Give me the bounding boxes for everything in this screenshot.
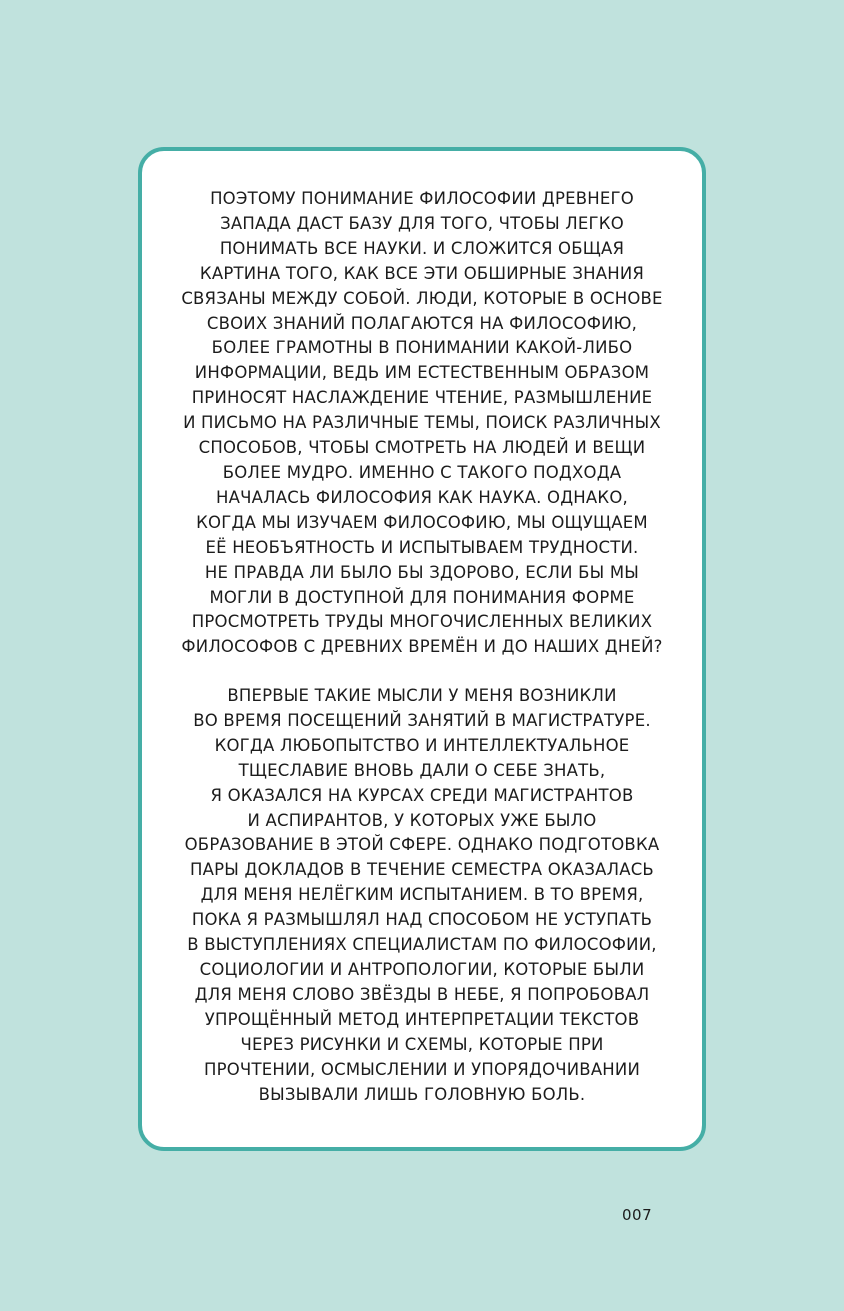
- page-number: 007: [622, 1206, 653, 1224]
- text-card: [138, 147, 706, 1151]
- paragraph-2: ВПЕРВЫЕ ТАКИЕ МЫСЛИ У МЕНЯ ВОЗНИКЛИ ВО ВРЕМЯ ПОСЕЩЕНИЙ ЗАНЯТИЙ В МАГИСТРАТУРЕ. КОГДА ЛЮБОПЫТСТВО И ИНТЕЛЛЕКТУАЛЬНОЕ ТЩЕСЛАВИЕ ВНОВЬ ДАЛИ О СЕБЕ ЗНАТЬ, Я ОКАЗАЛСЯ НА КУРСАХ СРЕДИ МАГИСТРАНТОВ И АСПИРАНТОВ, У КОТОРЫХ УЖЕ БЫЛО ОБРАЗОВАНИЕ В ЭТОЙ СФЕРЕ. ОДНАКО ПОДГОТОВКА ПАРЫ ДОКЛАДОВ В ТЕЧЕНИЕ СЕМЕСТРА ОКАЗАЛАСЬ ДЛЯ МЕНЯ НЕЛЁГКИМ ИСПЫТАНИЕМ. В ТО ВРЕМЯ, ПОКА Я РАЗМЫШЛЯЛ НАД СПОСОБОМ НЕ УСТУПАТЬ В ВЫСТУПЛЕНИЯХ СПЕЦИАЛИСТАМ ПО ФИЛОСОФИИ, СОЦИОЛОГИИ И АНТРОПОЛОГИИ, КОТОРЫЕ БЫЛИ ДЛЯ МЕНЯ СЛОВО ЗВЁЗДЫ В НЕБЕ, Я ПОПРОБОВАЛ УПРОЩЁННЫЙ МЕТОД ИНТЕРПРЕТАЦИИ ТЕКСТОВ ЧЕРЕЗ РИСУНКИ И СХЕМЫ, КОТОРЫЕ ПРИ ПРОЧТЕНИИ, ОСМЫСЛЕНИИ И УПОРЯДОЧИВАНИИ ВЫЗЫВАЛИ ЛИШЬ ГОЛОВНУЮ БОЛЬ.: [184, 686, 660, 1104]
- paragraph-1: ПОЭТОМУ ПОНИМАНИЕ ФИЛОСОФИИ ДРЕВНЕГО ЗАПАДА ДАСТ БАЗУ ДЛЯ ТОГО, ЧТОБЫ ЛЕГКО ПОНИМАТЬ ВСЕ НАУКИ. И СЛОЖИТСЯ ОБЩАЯ КАРТИНА ТОГО, КАК ВСЕ ЭТИ ОБШИРНЫЕ ЗНАНИЯ СВЯЗАНЫ МЕЖДУ СОБОЙ. ЛЮДИ, КОТОРЫЕ В ОСНОВЕ СВОИХ ЗНАНИЙ ПОЛАГАЮТСЯ НА ФИЛОСОФИЮ, БОЛЕЕ ГРАМОТНЫ В ПОНИМАНИИ КАКОЙ-ЛИБО ИНФОРМАЦИИ, ВЕДЬ ИМ ЕСТЕСТВЕННЫМ ОБРАЗОМ ПРИНОСЯТ НАСЛАЖДЕНИЕ ЧТЕНИЕ, РАЗМЫШЛЕНИЕ И ПИСЬМО НА РАЗЛИЧНЫЕ ТЕМЫ, ПОИСК РАЗЛИЧНЫХ СПОСОБОВ, ЧТОБЫ СМОТРЕТЬ НА ЛЮДЕЙ И ВЕЩИ БОЛЕЕ МУДРО. ИМЕННО С ТАКОГО ПОДХОДА НАЧАЛАСЬ ФИЛОСОФИЯ КАК НАУКА. ОДНАКО, КОГДА МЫ ИЗУЧАЕМ ФИЛОСОФИЮ, МЫ ОЩУЩАЕМ ЕЁ НЕОБЪЯТНОСТЬ И ИСПЫТЫВАЕМ ТРУДНОСТИ. НЕ ПРАВДА ЛИ БЫЛО БЫ ЗДОРОВО, ЕСЛИ БЫ МЫ МОГЛИ В ДОСТУПНОЙ ДЛЯ ПОНИМАНИЯ ФОРМЕ ПРОСМОТРЕТЬ ТРУДЫ МНОГОЧИСЛЕННЫХ ВЕЛИКИХ ФИЛОСОФОВ С ДРЕВНИХ ВРЕМЁН И ДО НАШИХ ДНЕЙ?: [181, 189, 663, 657]
